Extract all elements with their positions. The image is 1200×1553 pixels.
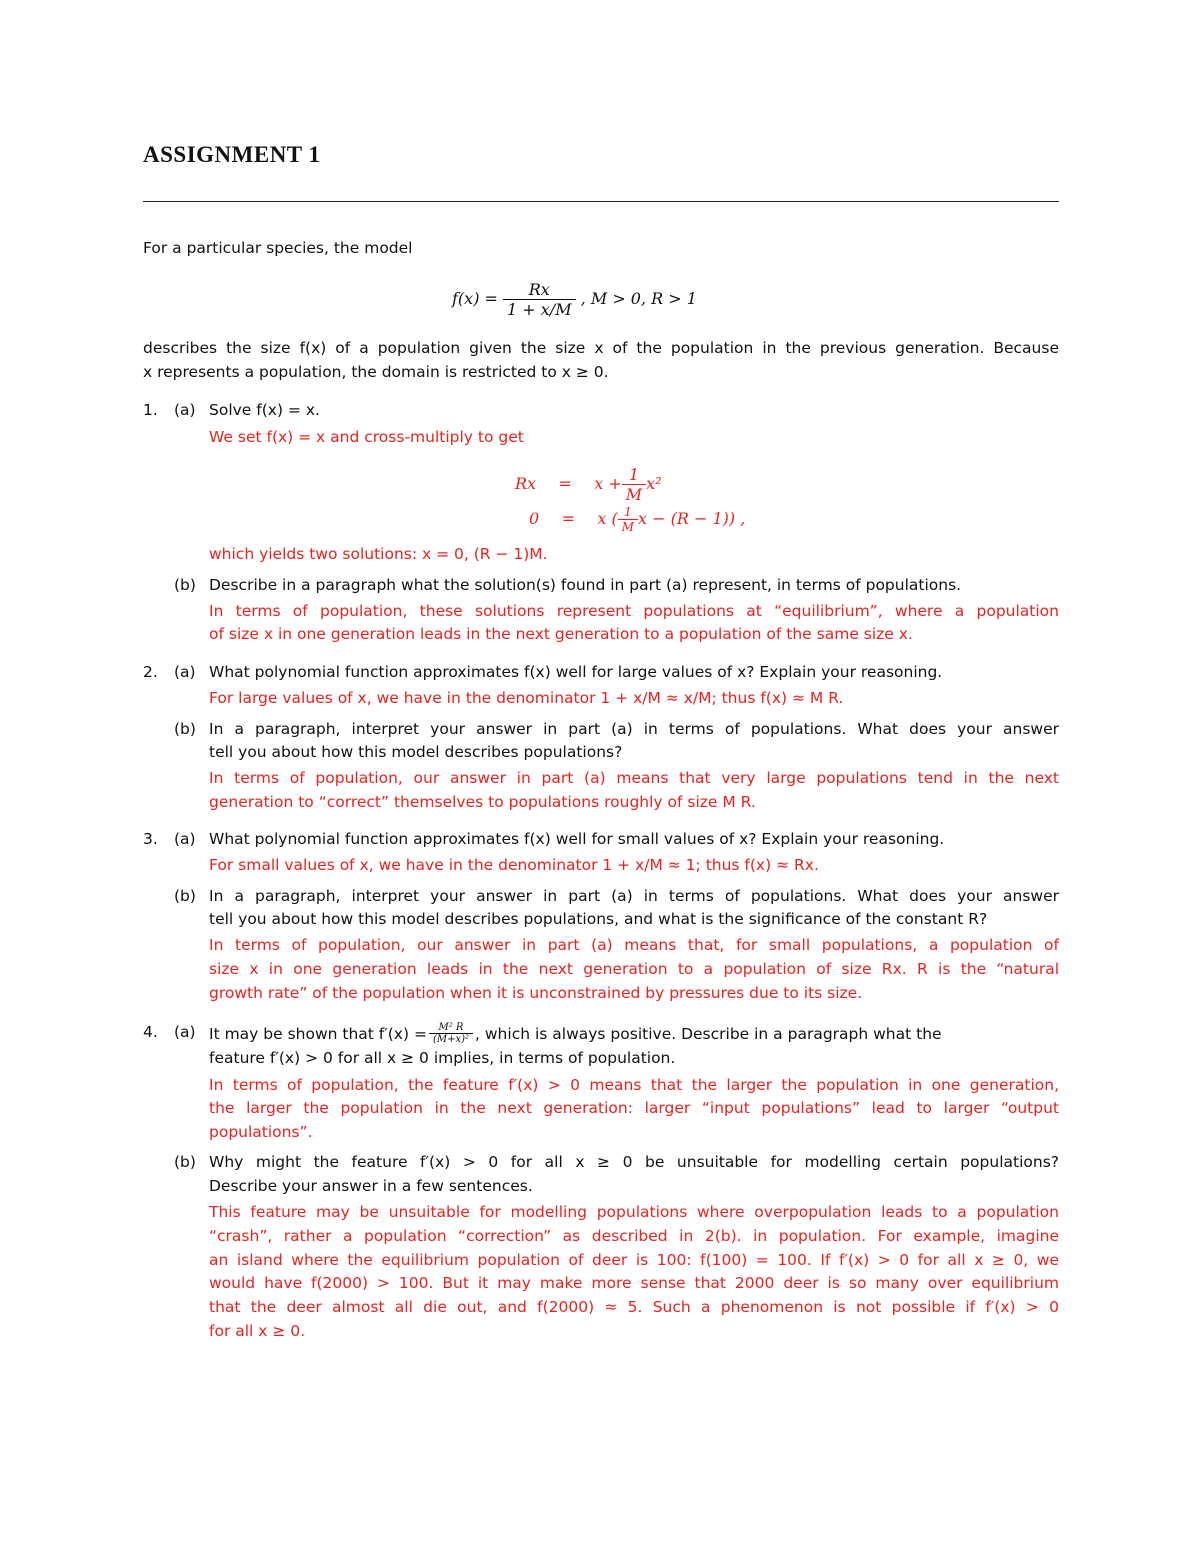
description-line-2: x represents a population, the domain is restricted to x ≥ 0.: [143, 363, 609, 381]
q3a-label: (a): [174, 830, 196, 848]
q1a-question: Solve f(x) = x.: [209, 401, 320, 419]
q2a-answer: For large values of x, we have in the denominator 1 + x/M ≈ x/M; thus f(x) ≈ M R.: [209, 689, 844, 707]
q3b-answer-line-2: size x in one generation leads in the next generation to a population of size Rx. R is the “natural: [209, 960, 1059, 978]
q3a-answer: For small values of x, we have in the denominator 1 + x/M ≈ 1; thus f(x) ≈ Rx.: [209, 856, 819, 874]
eq1-lhs: Rx: [515, 474, 537, 493]
q4b-answer-line-1: This feature may be unsuitable for modelling populations where overpopulation leads to a population: [209, 1203, 1059, 1221]
eq2-rhs-a: x (: [597, 509, 618, 528]
q4a-text-post: , which is always positive. Describe in a paragraph what the: [475, 1024, 942, 1043]
eq1-equals: =: [558, 474, 572, 493]
intro-text: For a particular species, the model: [143, 239, 413, 257]
q4b-answer-line-3: an island where the equilibrium population of deer is 100: f(100) = 100. If f′(x) > 0 for all x ≥ 0, we: [209, 1251, 1059, 1269]
eq2-fraction: [618, 505, 638, 534]
q1b-label: (b): [174, 576, 196, 594]
q3b-answer-line-1: In terms of population, our answer in part (a) means that, for small populations, a population of: [209, 936, 1059, 954]
q1-equation-1: [515, 465, 662, 504]
eq1-rhs-a: x +: [594, 474, 622, 493]
q3-number: 3.: [143, 830, 158, 848]
q4a-derivative-fraction: [429, 1022, 473, 1045]
eq1-frac-num: 1: [628, 465, 640, 484]
model-conditions: , M > 0, R > 1: [580, 289, 697, 308]
q1b-answer-line-1: In terms of population, these solutions represent populations at “equilibrium”, where a population: [209, 602, 1059, 620]
q3b-question-line-1: In a paragraph, interpret your answer in part (a) in terms of populations. What does your answer: [209, 887, 1059, 905]
q4b-label: (b): [174, 1153, 196, 1171]
q2a-label: (a): [174, 663, 196, 681]
eq2-rhs-b: x − (R − 1)) ,: [638, 509, 746, 528]
q4b-question-line-2: Describe your answer in a few sentences.: [209, 1177, 533, 1195]
model-denominator: 1 + x/M: [503, 299, 576, 319]
eq1-frac-den: M: [622, 484, 646, 504]
q2b-answer-line-2: generation to “correct” themselves to populations roughly of size M R.: [209, 793, 756, 811]
q2b-label: (b): [174, 720, 196, 738]
title-divider: [143, 201, 1059, 202]
q1b-question: Describe in a paragraph what the solution(s) found in part (a) represent, in terms of populations.: [209, 576, 962, 594]
page-title: ASSIGNMENT 1: [143, 142, 321, 167]
q4a-frac-den: (M+x)²: [429, 1033, 473, 1045]
q1a-answer-solutions: which yields two solutions: x = 0, (R − 1)M.: [209, 545, 548, 563]
eq2-lhs: 0: [529, 509, 540, 528]
q4b-answer-line-2: “crash”, rather a population “correction” as described in 2(b). in population. For example, imagine: [209, 1227, 1059, 1245]
q4a-label: (a): [174, 1023, 196, 1041]
q3a-question: What polynomial function approximates f(x) well for small values of x? Explain your reasoning.: [209, 830, 945, 848]
eq2-frac-num: 1: [624, 505, 632, 519]
q2a-question: What polynomial function approximates f(x) well for large values of x? Explain your reasoning.: [209, 663, 943, 681]
q2b-question-line-2: tell you about how this model describes populations?: [209, 743, 623, 761]
model-formula: [452, 280, 697, 319]
q4a-answer-line-1: In terms of population, the feature f′(x) > 0 means that the larger the population in one generation,: [209, 1076, 1059, 1094]
q4a-question-line-2: feature f′(x) > 0 for all x ≥ 0 implies, in terms of population.: [209, 1049, 676, 1067]
eq1-rhs-b: x²: [646, 474, 662, 493]
q1-number: 1.: [143, 401, 158, 419]
q4b-answer-line-4: would have f(2000) > 100. But it may make more sense that 2000 deer is so many over equilibrium: [209, 1274, 1059, 1292]
eq1-fraction: [622, 465, 646, 504]
q2-number: 2.: [143, 663, 158, 681]
eq2-frac-den: M: [618, 519, 638, 534]
q4a-answer-line-2: the larger the population in the next generation: larger “input populations” lead to larger “output: [209, 1099, 1059, 1117]
q1a-answer-intro: We set f(x) = x and cross-multiply to get: [209, 428, 524, 446]
q4a-frac-num: M² R: [438, 1022, 464, 1033]
q4a-question-line-1: [209, 1022, 1059, 1045]
q3b-question-line-2: tell you about how this model describes populations, and what is the significance of the constant R?: [209, 910, 988, 928]
q4-number: 4.: [143, 1023, 158, 1041]
eq2-equals: =: [561, 509, 575, 528]
q4b-answer-line-5: that the deer almost all die out, and f(2000) ≈ 5. Such a phenomenon is not possible if f′(x) > 0: [209, 1298, 1059, 1316]
q1-equation-2: [529, 505, 745, 534]
q1a-label: (a): [174, 401, 196, 419]
q4a-text-pre: It may be shown that f′(x) =: [209, 1024, 427, 1043]
q1b-answer-line-2: of size x in one generation leads in the next generation to a population of the same size x.: [209, 625, 913, 643]
q3b-answer-line-3: growth rate” of the population when it is unconstrained by pressures due to its size.: [209, 984, 863, 1002]
q4b-question-line-1: Why might the feature f′(x) > 0 for all x ≥ 0 be unsuitable for modelling certain populations?: [209, 1153, 1059, 1171]
description-line-1: describes the size f(x) of a population given the size x of the population in the previous generation. Because: [143, 339, 1059, 357]
model-fraction: [503, 280, 576, 319]
q2b-question-line-1: In a paragraph, interpret your answer in part (a) in terms of populations. What does your answer: [209, 720, 1059, 738]
model-lhs: f(x) =: [452, 289, 498, 308]
q2b-answer-line-1: In terms of population, our answer in part (a) means that very large populations tend in the next: [209, 769, 1059, 787]
q4a-answer-line-3: populations”.: [209, 1123, 313, 1141]
q4b-answer-line-6: for all x ≥ 0.: [209, 1322, 306, 1340]
model-numerator: Rx: [528, 280, 550, 299]
q3b-label: (b): [174, 887, 196, 905]
